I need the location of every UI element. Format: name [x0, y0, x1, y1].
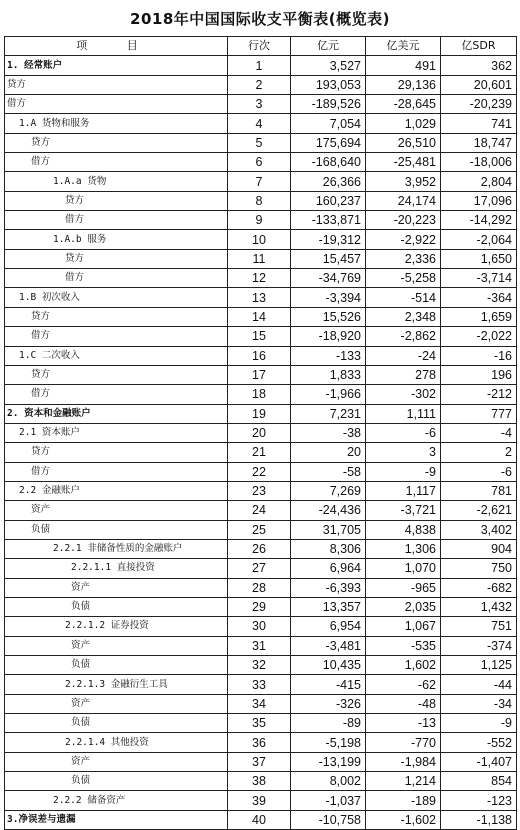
row-line-number: 4 [228, 114, 291, 133]
row-value-cny: -133,871 [291, 211, 366, 230]
row-line-number: 5 [228, 133, 291, 152]
row-value-cny: 7,054 [291, 114, 366, 133]
row-label: 1. 经常账户 [5, 56, 228, 75]
row-label: 2.2.1 非储备性质的金融账户 [5, 539, 228, 558]
table-row [5, 617, 517, 636]
row-line-number: 23 [228, 481, 291, 500]
row-value-usd: -3,721 [366, 501, 441, 520]
row-label: 1.A.b 服务 [5, 230, 228, 249]
row-value-sdr: 777 [441, 404, 517, 423]
table-row [5, 269, 517, 288]
row-value-usd: 1,214 [366, 772, 441, 791]
row-line-number: 3 [228, 95, 291, 114]
row-label: 2. 资本和金融账户 [5, 404, 228, 423]
row-line-number: 39 [228, 791, 291, 810]
row-line-number: 9 [228, 211, 291, 230]
row-value-cny: -19,312 [291, 230, 366, 249]
row-value-usd: -9 [366, 462, 441, 481]
row-value-sdr: -34 [441, 694, 517, 713]
table-row [5, 211, 517, 230]
row-value-usd: -535 [366, 636, 441, 655]
table-row [5, 95, 517, 114]
table-row [5, 752, 517, 771]
row-value-usd: -1,984 [366, 752, 441, 771]
table-row [5, 288, 517, 307]
row-line-number: 19 [228, 404, 291, 423]
row-value-sdr: -14,292 [441, 211, 517, 230]
row-value-cny: 6,964 [291, 559, 366, 578]
row-value-sdr: -2,022 [441, 327, 517, 346]
row-line-number: 32 [228, 656, 291, 675]
row-value-sdr: -212 [441, 385, 517, 404]
row-value-cny: 160,237 [291, 191, 366, 210]
row-value-sdr: 1,432 [441, 597, 517, 616]
row-label: 2.2.2 储备资产 [5, 791, 228, 810]
row-value-sdr: 781 [441, 481, 517, 500]
table-row [5, 423, 517, 442]
table-row [5, 114, 517, 133]
row-value-usd: -5,258 [366, 269, 441, 288]
table-row [5, 675, 517, 694]
table-row [5, 462, 517, 481]
row-value-sdr: 741 [441, 114, 517, 133]
row-value-usd: -1,602 [366, 810, 441, 829]
row-label: 资产 [5, 636, 228, 655]
row-line-number: 27 [228, 559, 291, 578]
row-line-number: 35 [228, 714, 291, 733]
header-line: 行次 [228, 37, 291, 56]
table-row [5, 733, 517, 752]
row-value-sdr: -552 [441, 733, 517, 752]
row-value-cny: -3,394 [291, 288, 366, 307]
row-line-number: 37 [228, 752, 291, 771]
row-value-usd: -189 [366, 791, 441, 810]
row-value-usd: 2,336 [366, 249, 441, 268]
row-value-cny: 20 [291, 443, 366, 462]
row-value-usd: 1,117 [366, 481, 441, 500]
table-row [5, 481, 517, 500]
row-value-sdr: -9 [441, 714, 517, 733]
table-row [5, 539, 517, 558]
row-line-number: 40 [228, 810, 291, 829]
table-row [5, 597, 517, 616]
row-value-cny: 8,002 [291, 772, 366, 791]
row-value-usd: -770 [366, 733, 441, 752]
row-line-number: 2 [228, 75, 291, 94]
table-row [5, 656, 517, 675]
row-value-sdr: -6 [441, 462, 517, 481]
row-value-usd: -28,645 [366, 95, 441, 114]
row-value-cny: -13,199 [291, 752, 366, 771]
row-value-usd: -24 [366, 346, 441, 365]
row-line-number: 21 [228, 443, 291, 462]
row-line-number: 18 [228, 385, 291, 404]
row-value-usd: 1,602 [366, 656, 441, 675]
row-value-usd: -302 [366, 385, 441, 404]
row-line-number: 10 [228, 230, 291, 249]
table-row [5, 404, 517, 423]
row-line-number: 33 [228, 675, 291, 694]
row-value-cny: -6,393 [291, 578, 366, 597]
table-row [5, 249, 517, 268]
table-row [5, 385, 517, 404]
row-line-number: 11 [228, 249, 291, 268]
row-value-cny: 10,435 [291, 656, 366, 675]
row-line-number: 25 [228, 520, 291, 539]
row-label: 1.C 二次收入 [5, 346, 228, 365]
row-label: 资产 [5, 752, 228, 771]
table-row [5, 346, 517, 365]
row-label: 负债 [5, 656, 228, 675]
header-sdr: 亿SDR [441, 37, 517, 56]
row-value-usd: 491 [366, 56, 441, 75]
row-value-sdr: 1,659 [441, 307, 517, 326]
row-line-number: 24 [228, 501, 291, 520]
table-row [5, 772, 517, 791]
row-label: 1.A 货物和服务 [5, 114, 228, 133]
row-value-cny: 26,366 [291, 172, 366, 191]
row-label: 1.B 初次收入 [5, 288, 228, 307]
table-row [5, 307, 517, 326]
table-header-row [5, 37, 517, 56]
row-value-usd: -48 [366, 694, 441, 713]
row-line-number: 12 [228, 269, 291, 288]
row-value-usd: 4,838 [366, 520, 441, 539]
row-value-usd: 29,136 [366, 75, 441, 94]
row-label: 2.2.1.3 金融衍生工具 [5, 675, 228, 694]
row-value-sdr: -364 [441, 288, 517, 307]
row-value-sdr: -123 [441, 791, 517, 810]
row-value-usd: -514 [366, 288, 441, 307]
row-label: 2.2.1.1 直接投资 [5, 559, 228, 578]
row-label: 贷方 [5, 75, 228, 94]
row-value-usd: 1,070 [366, 559, 441, 578]
table-row [5, 75, 517, 94]
row-value-cny: -5,198 [291, 733, 366, 752]
row-value-sdr: 750 [441, 559, 517, 578]
row-value-sdr: -1,138 [441, 810, 517, 829]
row-value-sdr: -374 [441, 636, 517, 655]
row-value-usd: -2,922 [366, 230, 441, 249]
table-row [5, 501, 517, 520]
row-value-usd: 1,067 [366, 617, 441, 636]
table-body [5, 56, 517, 830]
row-line-number: 22 [228, 462, 291, 481]
table-row [5, 791, 517, 810]
row-label: 2.2.1.2 证券投资 [5, 617, 228, 636]
row-value-sdr: 196 [441, 365, 517, 384]
row-value-sdr: 1,125 [441, 656, 517, 675]
row-value-sdr: -20,239 [441, 95, 517, 114]
row-value-usd: 278 [366, 365, 441, 384]
header-cny: 亿元 [291, 37, 366, 56]
row-label: 贷方 [5, 133, 228, 152]
row-value-sdr: -44 [441, 675, 517, 694]
row-value-cny: 15,526 [291, 307, 366, 326]
row-label: 资产 [5, 501, 228, 520]
row-label: 1.A.a 货物 [5, 172, 228, 191]
row-label: 贷方 [5, 307, 228, 326]
row-value-usd: -13 [366, 714, 441, 733]
row-value-usd: 24,174 [366, 191, 441, 210]
row-value-sdr: 1,650 [441, 249, 517, 268]
row-label: 借方 [5, 269, 228, 288]
row-label: 负债 [5, 597, 228, 616]
row-label: 2.1 资本账户 [5, 423, 228, 442]
row-value-cny: 3,527 [291, 56, 366, 75]
row-value-cny: 15,457 [291, 249, 366, 268]
row-value-cny: 193,053 [291, 75, 366, 94]
row-value-usd: 3 [366, 443, 441, 462]
row-label: 2.2 金融账户 [5, 481, 228, 500]
row-label: 借方 [5, 211, 228, 230]
row-label: 3.净误差与遗漏 [5, 810, 228, 829]
row-value-sdr: 854 [441, 772, 517, 791]
row-value-sdr: 751 [441, 617, 517, 636]
row-value-cny: -189,526 [291, 95, 366, 114]
row-label: 借方 [5, 153, 228, 172]
row-line-number: 7 [228, 172, 291, 191]
table-row [5, 153, 517, 172]
row-value-sdr: -18,006 [441, 153, 517, 172]
row-label: 资产 [5, 578, 228, 597]
table-row [5, 810, 517, 829]
row-value-cny: 31,705 [291, 520, 366, 539]
table-row [5, 365, 517, 384]
row-line-number: 20 [228, 423, 291, 442]
row-value-sdr: -16 [441, 346, 517, 365]
row-line-number: 15 [228, 327, 291, 346]
table-row [5, 559, 517, 578]
row-line-number: 28 [228, 578, 291, 597]
row-value-cny: -3,481 [291, 636, 366, 655]
row-label: 借方 [5, 95, 228, 114]
row-value-cny: 7,269 [291, 481, 366, 500]
table-row [5, 520, 517, 539]
table-row [5, 327, 517, 346]
row-value-cny: -10,758 [291, 810, 366, 829]
row-value-usd: -965 [366, 578, 441, 597]
row-line-number: 16 [228, 346, 291, 365]
row-line-number: 14 [228, 307, 291, 326]
row-value-usd: 3,952 [366, 172, 441, 191]
row-value-cny: 6,954 [291, 617, 366, 636]
row-line-number: 34 [228, 694, 291, 713]
row-line-number: 30 [228, 617, 291, 636]
row-line-number: 38 [228, 772, 291, 791]
row-value-cny: 175,694 [291, 133, 366, 152]
table-row [5, 172, 517, 191]
row-label: 负债 [5, 714, 228, 733]
row-value-sdr: 20,601 [441, 75, 517, 94]
row-value-sdr: 2,804 [441, 172, 517, 191]
row-value-sdr: 904 [441, 539, 517, 558]
row-label: 负债 [5, 772, 228, 791]
row-value-sdr: 18,747 [441, 133, 517, 152]
row-line-number: 13 [228, 288, 291, 307]
row-value-cny: -133 [291, 346, 366, 365]
row-line-number: 17 [228, 365, 291, 384]
row-value-cny: 1,833 [291, 365, 366, 384]
row-label: 资产 [5, 694, 228, 713]
row-value-usd: 1,029 [366, 114, 441, 133]
row-value-cny: -415 [291, 675, 366, 694]
row-value-cny: -58 [291, 462, 366, 481]
row-value-usd: 1,306 [366, 539, 441, 558]
row-value-usd: -20,223 [366, 211, 441, 230]
row-line-number: 29 [228, 597, 291, 616]
table-row [5, 694, 517, 713]
row-value-cny: -89 [291, 714, 366, 733]
row-value-cny: -38 [291, 423, 366, 442]
row-value-cny: 7,231 [291, 404, 366, 423]
row-value-sdr: 3,402 [441, 520, 517, 539]
row-value-cny: 8,306 [291, 539, 366, 558]
table-row [5, 443, 517, 462]
row-value-cny: -168,640 [291, 153, 366, 172]
row-value-usd: -2,862 [366, 327, 441, 346]
row-value-sdr: -1,407 [441, 752, 517, 771]
row-value-sdr: 362 [441, 56, 517, 75]
table-row [5, 578, 517, 597]
row-line-number: 1 [228, 56, 291, 75]
row-value-usd: 1,111 [366, 404, 441, 423]
row-value-usd: -6 [366, 423, 441, 442]
row-line-number: 8 [228, 191, 291, 210]
table-row [5, 636, 517, 655]
row-label: 贷方 [5, 365, 228, 384]
row-value-cny: -1,966 [291, 385, 366, 404]
row-value-cny: -24,436 [291, 501, 366, 520]
row-value-sdr: -2,064 [441, 230, 517, 249]
row-line-number: 31 [228, 636, 291, 655]
table-row [5, 56, 517, 75]
row-line-number: 26 [228, 539, 291, 558]
row-value-cny: -326 [291, 694, 366, 713]
row-value-sdr: 2 [441, 443, 517, 462]
row-label: 借方 [5, 327, 228, 346]
header-usd: 亿美元 [366, 37, 441, 56]
row-value-cny: 13,357 [291, 597, 366, 616]
page-title: 2018年中国国际收支平衡表(概览表) [130, 10, 390, 28]
table-row [5, 133, 517, 152]
row-value-cny: -18,920 [291, 327, 366, 346]
table-row [5, 714, 517, 733]
row-line-number: 36 [228, 733, 291, 752]
row-label: 借方 [5, 462, 228, 481]
row-value-sdr: 17,096 [441, 191, 517, 210]
row-label: 贷方 [5, 191, 228, 210]
header-item: 项 目 [5, 37, 228, 56]
table-row [5, 230, 517, 249]
row-value-usd: 2,348 [366, 307, 441, 326]
balance-of-payments-table [4, 36, 517, 830]
row-value-cny: -1,037 [291, 791, 366, 810]
row-value-usd: 26,510 [366, 133, 441, 152]
row-value-sdr: -3,714 [441, 269, 517, 288]
row-value-cny: -34,769 [291, 269, 366, 288]
row-label: 负债 [5, 520, 228, 539]
row-value-sdr: -682 [441, 578, 517, 597]
row-value-usd: -62 [366, 675, 441, 694]
row-value-sdr: -2,621 [441, 501, 517, 520]
row-label: 借方 [5, 385, 228, 404]
row-value-sdr: -4 [441, 423, 517, 442]
row-label: 2.2.1.4 其他投资 [5, 733, 228, 752]
table-row [5, 191, 517, 210]
row-label: 贷方 [5, 249, 228, 268]
row-value-usd: 2,035 [366, 597, 441, 616]
row-line-number: 6 [228, 153, 291, 172]
row-value-usd: -25,481 [366, 153, 441, 172]
row-label: 贷方 [5, 443, 228, 462]
